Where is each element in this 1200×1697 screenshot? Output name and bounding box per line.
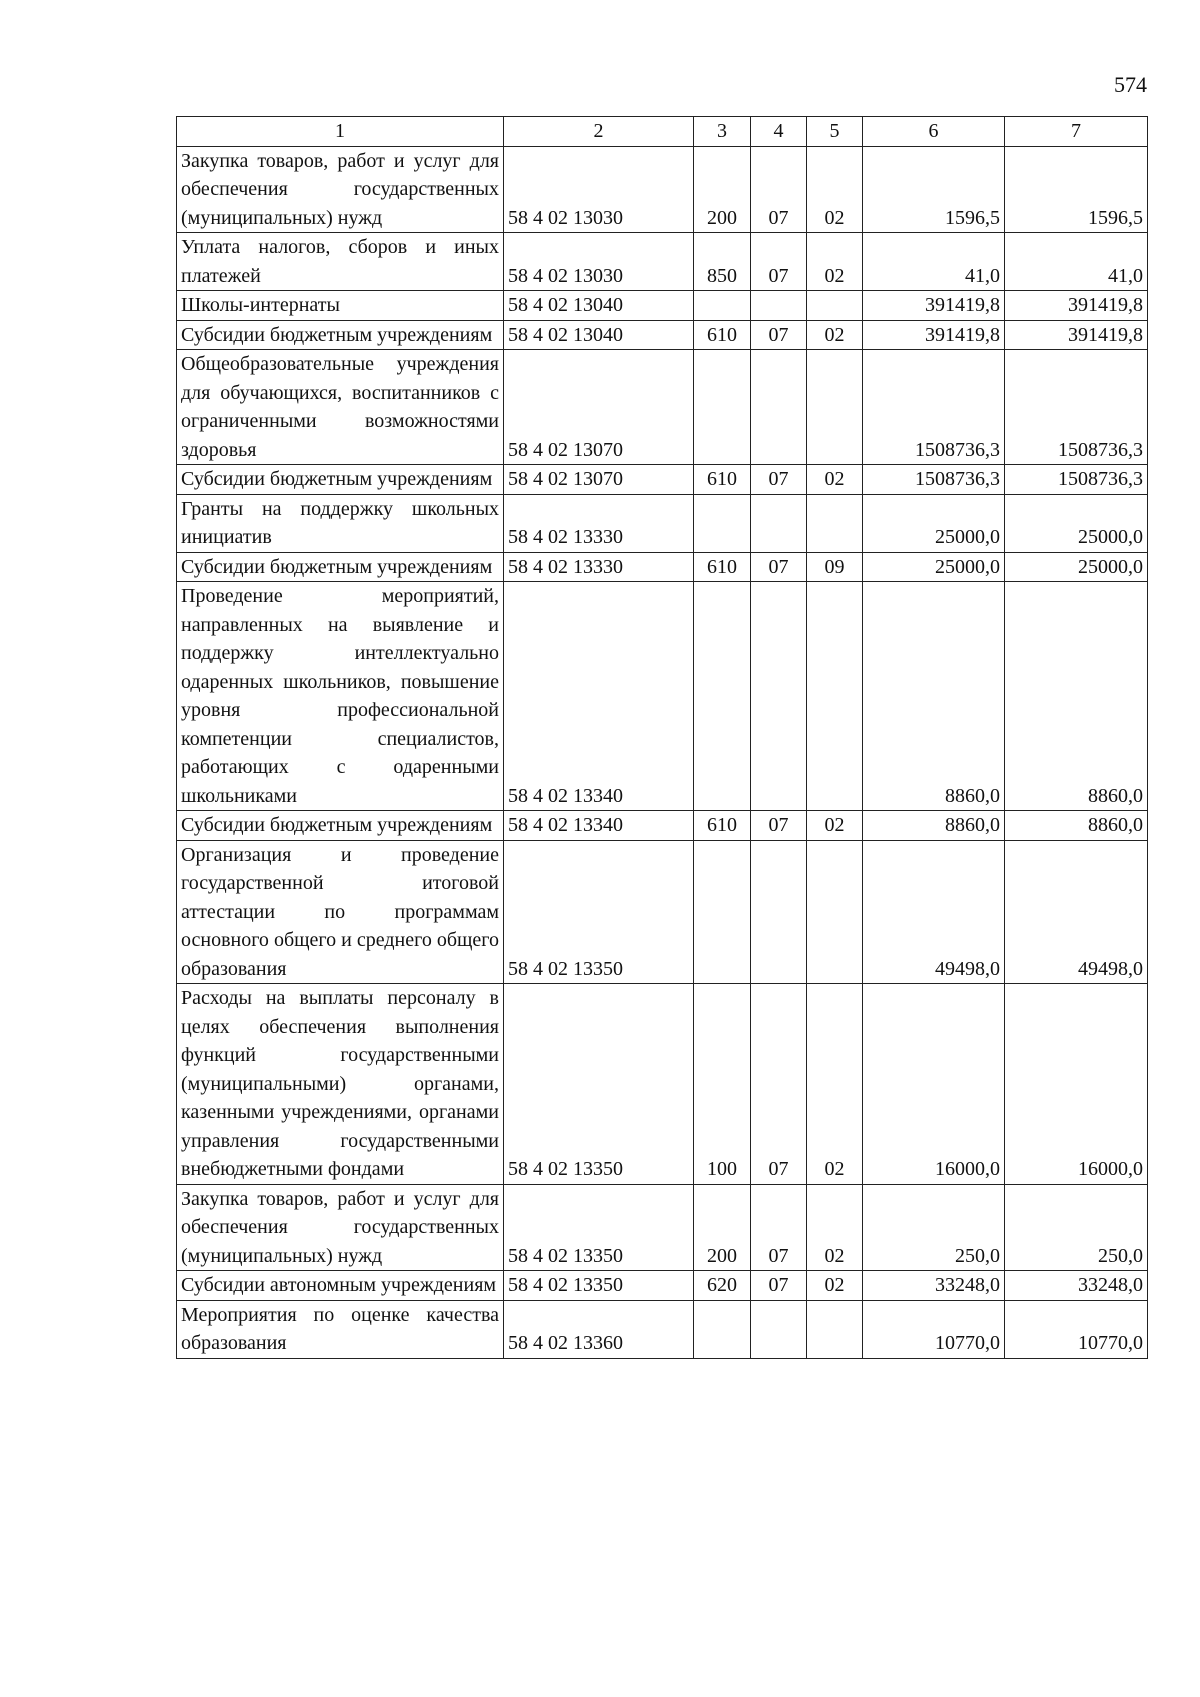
row-description: Субсидии автономным учреждениям [177, 1271, 504, 1301]
row-subsection [807, 494, 863, 552]
row-target-code: 58 4 02 13350 [504, 840, 694, 984]
table-row [177, 582, 1148, 811]
row-amount-col7: 8860,0 [1005, 811, 1148, 841]
row-amount-col6: 8860,0 [863, 582, 1005, 811]
row-target-code: 58 4 02 13030 [504, 233, 694, 291]
column-header-4: 4 [751, 117, 807, 147]
row-subsection: 02 [807, 146, 863, 233]
row-amount-col6: 49498,0 [863, 840, 1005, 984]
row-amount-col7: 8860,0 [1005, 582, 1148, 811]
row-target-code: 58 4 02 13360 [504, 1300, 694, 1358]
row-section: 07 [751, 811, 807, 841]
row-section [751, 494, 807, 552]
row-expense-type: 200 [694, 1184, 751, 1271]
column-header-1: 1 [177, 117, 504, 147]
table-row [177, 233, 1148, 291]
row-expense-type: 200 [694, 146, 751, 233]
column-header-7: 7 [1005, 117, 1148, 147]
row-subsection: 02 [807, 320, 863, 350]
table-row [177, 840, 1148, 984]
row-description: Закупка товаров, работ и услуг для обеспечения государственных (муниципальных) нужд [177, 146, 504, 233]
table-row [177, 146, 1148, 233]
page-number: 574 [1114, 72, 1147, 97]
row-target-code: 58 4 02 13330 [504, 494, 694, 552]
row-amount-col6: 1508736,3 [863, 350, 1005, 465]
row-description: Мероприятия по оценке качества образования [177, 1300, 504, 1358]
column-header-2: 2 [504, 117, 694, 147]
row-expense-type: 620 [694, 1271, 751, 1301]
row-amount-col6: 250,0 [863, 1184, 1005, 1271]
row-section: 07 [751, 320, 807, 350]
row-amount-col7: 41,0 [1005, 233, 1148, 291]
row-amount-col6: 391419,8 [863, 320, 1005, 350]
row-subsection [807, 582, 863, 811]
row-expense-type: 610 [694, 811, 751, 841]
table-row [177, 320, 1148, 350]
row-subsection: 02 [807, 233, 863, 291]
row-section: 07 [751, 552, 807, 582]
row-target-code: 58 4 02 13030 [504, 146, 694, 233]
row-section: 07 [751, 1184, 807, 1271]
table-row [177, 350, 1148, 465]
row-target-code: 58 4 02 13040 [504, 320, 694, 350]
row-expense-type [694, 494, 751, 552]
row-expense-type [694, 582, 751, 811]
row-amount-col7: 16000,0 [1005, 984, 1148, 1185]
row-amount-col7: 25000,0 [1005, 552, 1148, 582]
row-amount-col6: 10770,0 [863, 1300, 1005, 1358]
row-description: Субсидии бюджетным учреждениям [177, 552, 504, 582]
row-description: Субсидии бюджетным учреждениям [177, 811, 504, 841]
table-row [177, 552, 1148, 582]
row-description: Расходы на выплаты персоналу в целях обеспечения выполнения функций государственными (муниципальными) органами, казенными учреждениями, органами управления государственными внебюджетными фондами [177, 984, 504, 1185]
row-description: Закупка товаров, работ и услуг для обеспечения государственных (муниципальных) нужд [177, 1184, 504, 1271]
row-section: 07 [751, 1271, 807, 1301]
table-header-row [177, 117, 1148, 147]
row-expense-type: 610 [694, 552, 751, 582]
row-target-code: 58 4 02 13340 [504, 582, 694, 811]
row-target-code: 58 4 02 13040 [504, 291, 694, 321]
row-subsection: 02 [807, 1184, 863, 1271]
row-description: Организация и проведение государственной итоговой аттестации по программам основного общего и среднего общего образования [177, 840, 504, 984]
row-amount-col7: 250,0 [1005, 1184, 1148, 1271]
row-subsection: 02 [807, 984, 863, 1185]
row-amount-col7: 33248,0 [1005, 1271, 1148, 1301]
row-amount-col6: 1508736,3 [863, 465, 1005, 495]
row-description: Общеобразовательные учреждения для обучающихся, воспитанников с ограниченными возможностями здоровья [177, 350, 504, 465]
row-amount-col6: 1596,5 [863, 146, 1005, 233]
column-header-3: 3 [694, 117, 751, 147]
row-amount-col7: 1508736,3 [1005, 350, 1148, 465]
table-row [177, 465, 1148, 495]
row-description: Субсидии бюджетным учреждениям [177, 465, 504, 495]
row-subsection [807, 350, 863, 465]
row-expense-type: 850 [694, 233, 751, 291]
row-description: Школы-интернаты [177, 291, 504, 321]
row-target-code: 58 4 02 13350 [504, 1184, 694, 1271]
row-target-code: 58 4 02 13340 [504, 811, 694, 841]
row-expense-type [694, 350, 751, 465]
row-amount-col6: 25000,0 [863, 494, 1005, 552]
row-amount-col7: 25000,0 [1005, 494, 1148, 552]
table-row [177, 1271, 1148, 1301]
table-row [177, 811, 1148, 841]
row-subsection [807, 840, 863, 984]
row-description: Проведение мероприятий, направленных на выявление и поддержку интеллектуально одаренных школьников, повышение уровня профессиональной компетенции специалистов, работающих с одаренными школьниками [177, 582, 504, 811]
row-target-code: 58 4 02 13330 [504, 552, 694, 582]
row-section [751, 1300, 807, 1358]
row-expense-type: 610 [694, 320, 751, 350]
row-amount-col7: 10770,0 [1005, 1300, 1148, 1358]
row-subsection [807, 291, 863, 321]
row-subsection: 02 [807, 811, 863, 841]
row-target-code: 58 4 02 13350 [504, 1271, 694, 1301]
row-section [751, 291, 807, 321]
row-target-code: 58 4 02 13070 [504, 465, 694, 495]
row-amount-col7: 391419,8 [1005, 291, 1148, 321]
row-amount-col6: 16000,0 [863, 984, 1005, 1185]
row-section [751, 582, 807, 811]
row-section: 07 [751, 233, 807, 291]
row-section: 07 [751, 146, 807, 233]
table-row [177, 1184, 1148, 1271]
row-section [751, 840, 807, 984]
column-header-6: 6 [863, 117, 1005, 147]
table-row [177, 291, 1148, 321]
row-amount-col6: 33248,0 [863, 1271, 1005, 1301]
row-target-code: 58 4 02 13350 [504, 984, 694, 1185]
table-row [177, 1300, 1148, 1358]
budget-table [176, 116, 1148, 1359]
row-amount-col7: 391419,8 [1005, 320, 1148, 350]
row-amount-col7: 49498,0 [1005, 840, 1148, 984]
row-amount-col6: 391419,8 [863, 291, 1005, 321]
table-row [177, 494, 1148, 552]
row-amount-col7: 1508736,3 [1005, 465, 1148, 495]
row-expense-type: 100 [694, 984, 751, 1185]
row-amount-col6: 8860,0 [863, 811, 1005, 841]
row-expense-type [694, 1300, 751, 1358]
table-body [177, 146, 1148, 1358]
column-header-5: 5 [807, 117, 863, 147]
row-description: Субсидии бюджетным учреждениям [177, 320, 504, 350]
row-subsection: 02 [807, 465, 863, 495]
row-section: 07 [751, 465, 807, 495]
row-expense-type [694, 291, 751, 321]
row-target-code: 58 4 02 13070 [504, 350, 694, 465]
row-subsection [807, 1300, 863, 1358]
row-amount-col7: 1596,5 [1005, 146, 1148, 233]
row-amount-col6: 41,0 [863, 233, 1005, 291]
row-expense-type [694, 840, 751, 984]
row-section [751, 350, 807, 465]
row-amount-col6: 25000,0 [863, 552, 1005, 582]
row-section: 07 [751, 984, 807, 1185]
row-subsection: 09 [807, 552, 863, 582]
row-description: Уплата налогов, сборов и иных платежей [177, 233, 504, 291]
row-subsection: 02 [807, 1271, 863, 1301]
table-row [177, 984, 1148, 1185]
row-expense-type: 610 [694, 465, 751, 495]
row-description: Гранты на поддержку школьных инициатив [177, 494, 504, 552]
